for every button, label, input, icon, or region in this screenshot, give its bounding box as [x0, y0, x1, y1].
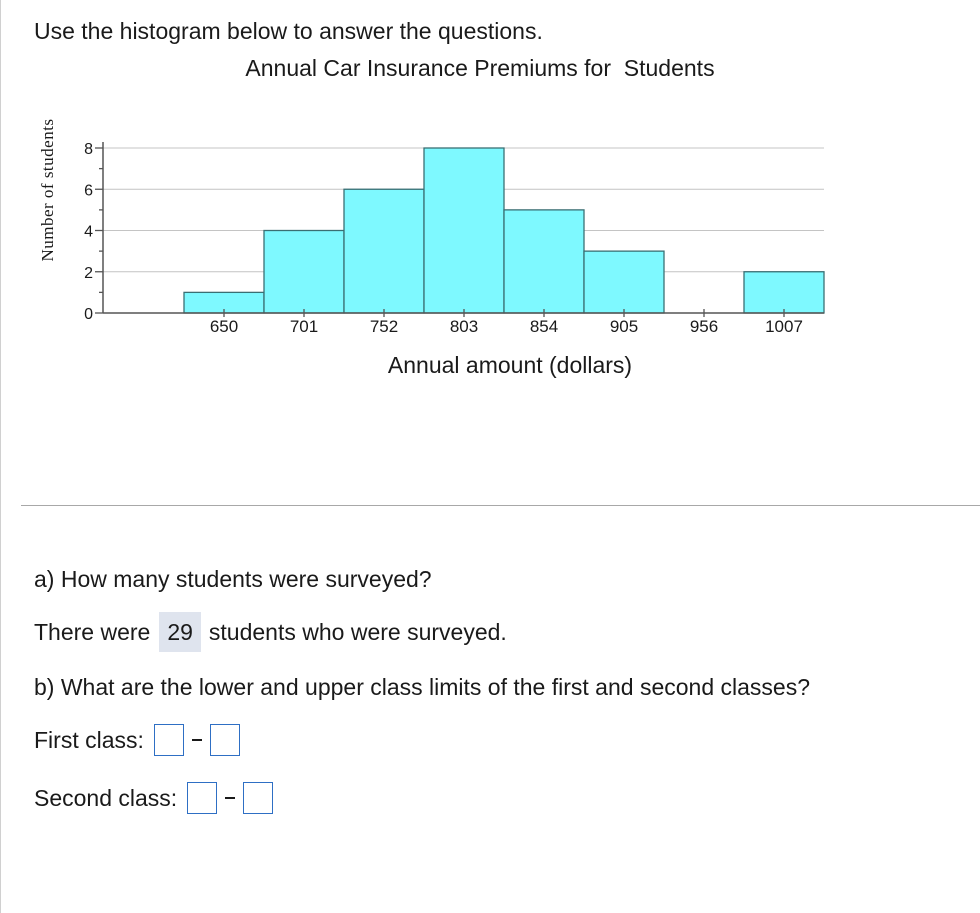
x-tick-label-905: 905	[609, 317, 639, 336]
y-tick-label-8: 8	[84, 141, 93, 158]
bar-752	[344, 189, 424, 313]
first-class-row	[34, 720, 240, 760]
y-tick-label-0: 0	[84, 306, 93, 323]
second-class-lower-input[interactable]	[187, 782, 217, 814]
first-class-lower-input[interactable]	[154, 724, 184, 756]
question-b: b) What are the lower and upper class limits of the first and second classes?	[34, 674, 810, 700]
answer-a-prefix: There were	[34, 618, 151, 645]
y-tick-label-6: 6	[84, 182, 93, 200]
bar-701	[264, 231, 344, 314]
y-tick-label-2: 2	[84, 264, 93, 282]
first-class-upper-input[interactable]	[210, 724, 240, 756]
first-class-dash	[192, 739, 202, 741]
answer-a-suffix: students who were surveyed.	[208, 618, 507, 645]
x-tick-label-956: 956	[689, 317, 719, 336]
bar-905	[584, 251, 664, 313]
first-class-label: First class:	[34, 726, 144, 753]
x-tick-label-650: 650	[209, 317, 239, 336]
bar-854	[504, 210, 584, 313]
intro-text: Use the histogram below to answer the questions.	[34, 18, 543, 44]
chart-title: Annual Car Insurance Premiums for Students	[245, 55, 715, 81]
x-tick-label-701: 701	[289, 317, 319, 336]
second-class-dash	[225, 797, 235, 799]
answer-a-row	[34, 612, 507, 652]
x-tick-label-854: 854	[529, 317, 559, 336]
bar-803	[424, 148, 504, 313]
x-tick-label-752: 752	[369, 317, 399, 336]
answer-a-value[interactable]: 29	[159, 612, 201, 652]
section-divider	[21, 505, 980, 506]
second-class-row	[34, 778, 273, 818]
second-class-upper-input[interactable]	[243, 782, 273, 814]
bar-1007	[744, 272, 824, 313]
histogram-chart	[0, 0, 980, 400]
y-axis-label: Number of students	[38, 118, 57, 262]
x-tick-label-803: 803	[449, 317, 479, 336]
x-axis-label: Annual amount (dollars)	[387, 352, 633, 378]
y-tick-label-4: 4	[84, 223, 93, 241]
question-a: a) How many students were surveyed?	[34, 566, 432, 592]
second-class-label: Second class:	[34, 784, 178, 811]
x-tick-label-1007: 1007	[765, 317, 803, 336]
